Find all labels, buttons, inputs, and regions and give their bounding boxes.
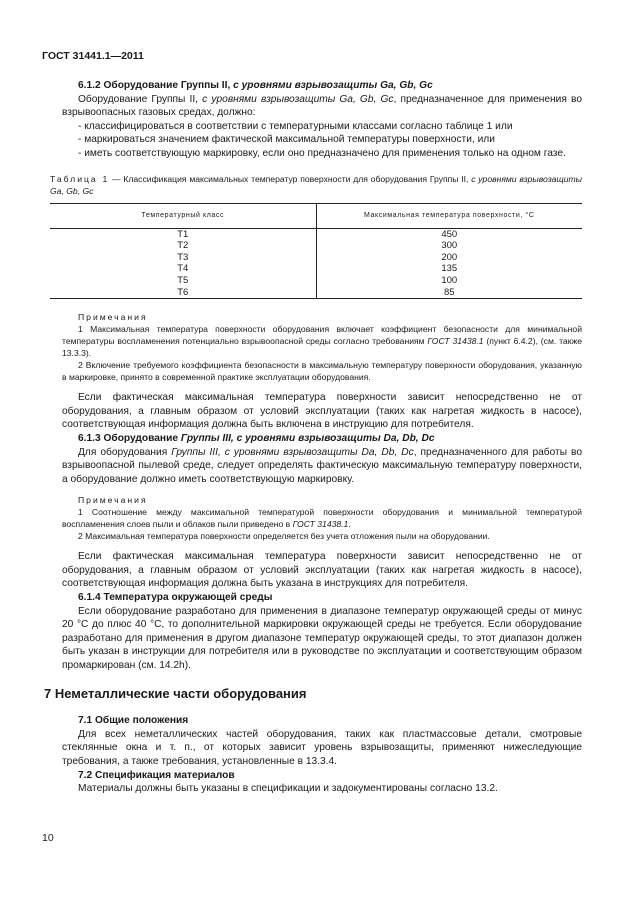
- italic-text: ГОСТ 31438.1: [292, 519, 349, 530]
- text: , предназначенного для работы во взрывоопасной пылевой среде, следует определять фактическую максимальную температуру поверхности, а оборудование должно иметь соответствующую маркировку.: [62, 446, 582, 485]
- paragraph: [62, 93, 582, 120]
- notes-label: Примечания: [78, 495, 148, 506]
- table-cell: T2: [50, 240, 316, 252]
- table-cell: T6: [50, 287, 316, 299]
- table-cell: T4: [50, 263, 316, 275]
- text: Для оборудования: [78, 446, 172, 458]
- paragraph: Для всех неметаллических частей оборудования, таких как пластмассовые детали, смотровые стеклянные окна и т. п., от которых зависит уровень взрывозащиты, применяют нижеследующие требования, а также требования, установленные в 13.3.4.: [62, 728, 582, 767]
- paragraph: Материалы должны быть указаны в спецификации и задокументированы согласно 13.2.: [78, 783, 498, 795]
- section-7-title: 7 Неметаллические части оборудования: [44, 685, 307, 701]
- table-header-class: Температурный класс: [50, 203, 316, 228]
- paragraph: Если оборудование разработано для применения в диапазоне температур окружающей среды от минус 20 °С до плюс 40 °С, то дополнительной маркировки окружающей среды не требуется. Если оборудование разработано для применения в другом диапазоне температур окружающей среды, то этот диапазон должен быть указан в инструкции для потребителя или в руководстве по эксплуатации и соответствующим образом промаркирован (см. 14.2h).: [62, 605, 582, 672]
- table-row: [50, 228, 582, 240]
- paragraph: Если фактическая максимальная температура поверхности зависит непосредственно не от оборудования, а главным образом от условий эксплуатации (таких как нагретая жидкость в насосе), соответствующая информация должна быть включена в инструкцию для потребителя.: [62, 392, 582, 431]
- table-cell: T3: [50, 252, 316, 264]
- table-header-temperature: Максимальная температура поверхности, °С: [316, 203, 582, 228]
- page-content: [44, 79, 583, 796]
- paragraph: Если фактическая максимальная температура поверхности зависит непосредственно не от оборудования, а главным образом от условий эксплуатации (таких как нагретая жидкость в насосе), соответствующая информация должна быть указана в инструкциях для потребителя.: [62, 551, 582, 590]
- text: 1 Максимальная температура поверхности оборудования включает коэффициент безопасности для минимальной температуры воспламенения потенциально взрывоопасной среды согласно требованиям: [62, 324, 582, 347]
- table-row: [50, 263, 582, 275]
- text: , предназначенное для применения во взрывоопасных газовых средах, должно:: [62, 93, 582, 119]
- note-item: 2 Максимальная температура поверхности определяется без учета отложения пыли на оборудовании.: [78, 531, 490, 542]
- table-cell: 85: [316, 287, 582, 299]
- table-row: [50, 240, 582, 252]
- italic-text: с уровнями взрывозащиты Ga, Gb, Gc: [202, 93, 394, 105]
- table-cell: 450: [441, 228, 458, 240]
- section-title-text: 6.1.3 Оборудование: [78, 432, 181, 444]
- text: Оборудование Группы II,: [78, 93, 203, 105]
- note-item: 2 Включение требуемого коэффициента безопасности в максимальную температуру поверхности оборудования, указанную в маркировке, принято в современной практике эксплуатации оборудования.: [62, 360, 582, 383]
- table-cell: 300: [441, 240, 458, 252]
- table-row: [50, 287, 582, 299]
- table-row: [50, 275, 582, 287]
- section-7-1-title: 7.1 Общие положения: [78, 715, 189, 727]
- paragraph: [62, 446, 582, 487]
- caption-text: — Классификация максимальных температур поверхности для оборудования Группы II,: [109, 173, 472, 184]
- table-cell: 200: [441, 251, 458, 263]
- section-6-1-2-title: [62, 79, 582, 93]
- temperature-class-table: [50, 203, 582, 300]
- table-cell: T1: [50, 228, 316, 240]
- italic-text: ГОСТ 31438.1: [427, 336, 484, 347]
- section-title-italic: с уровнями взрывозащиты Ga, Gb, Gc: [233, 80, 433, 91]
- section-6-1-3-title: [62, 432, 582, 446]
- italic-text: Группы III, с уровнями взрывозащиты Da, Db, Dc: [171, 446, 414, 458]
- table-cell: 135: [441, 263, 458, 275]
- note-item: [62, 323, 582, 359]
- section-title-italic: Группы III, с уровнями взрывозащиты Da, Db, Dc: [180, 432, 435, 444]
- text: .: [348, 519, 351, 530]
- caption-italic: с уровнями взрывозащиты Ga, Gb, Gc: [50, 173, 582, 196]
- table-row: [50, 252, 582, 264]
- table-cell: T5: [50, 275, 316, 287]
- note-item: [62, 506, 582, 530]
- section-7-2-title: 7.2 Спецификация материалов: [78, 769, 235, 781]
- bullet-item: - маркироваться значением фактической максимальной температуры поверхности, или: [78, 134, 495, 146]
- page-number: 10: [42, 832, 54, 844]
- bullet-item: - иметь соответствующую маркировку, если оно предназначено для применения только на одном газе.: [78, 147, 566, 159]
- text: (пункт 6.4.2), (см. также 13.3.3).: [62, 336, 583, 359]
- table-caption: [50, 173, 582, 197]
- notes-label: Примечания: [78, 312, 148, 323]
- section-title-text: 6.1.2 Оборудование Группы II,: [78, 80, 234, 91]
- document-header: ГОСТ 31441.1—2011: [42, 50, 144, 62]
- bullet-item: - классифицироваться в соответствии с температурными классами согласно таблице 1 или: [78, 120, 513, 132]
- caption-label: Таблица 1: [50, 173, 110, 184]
- table-cell: 100: [441, 274, 458, 286]
- text: 1 Соотношение между максимальной температурой поверхности оборудования и минимальной температурой воспламенения слоев пыли и облаков пыли приведено в: [62, 507, 582, 530]
- section-6-1-4-title: 6.1.4 Температура окружающей среды: [78, 592, 273, 604]
